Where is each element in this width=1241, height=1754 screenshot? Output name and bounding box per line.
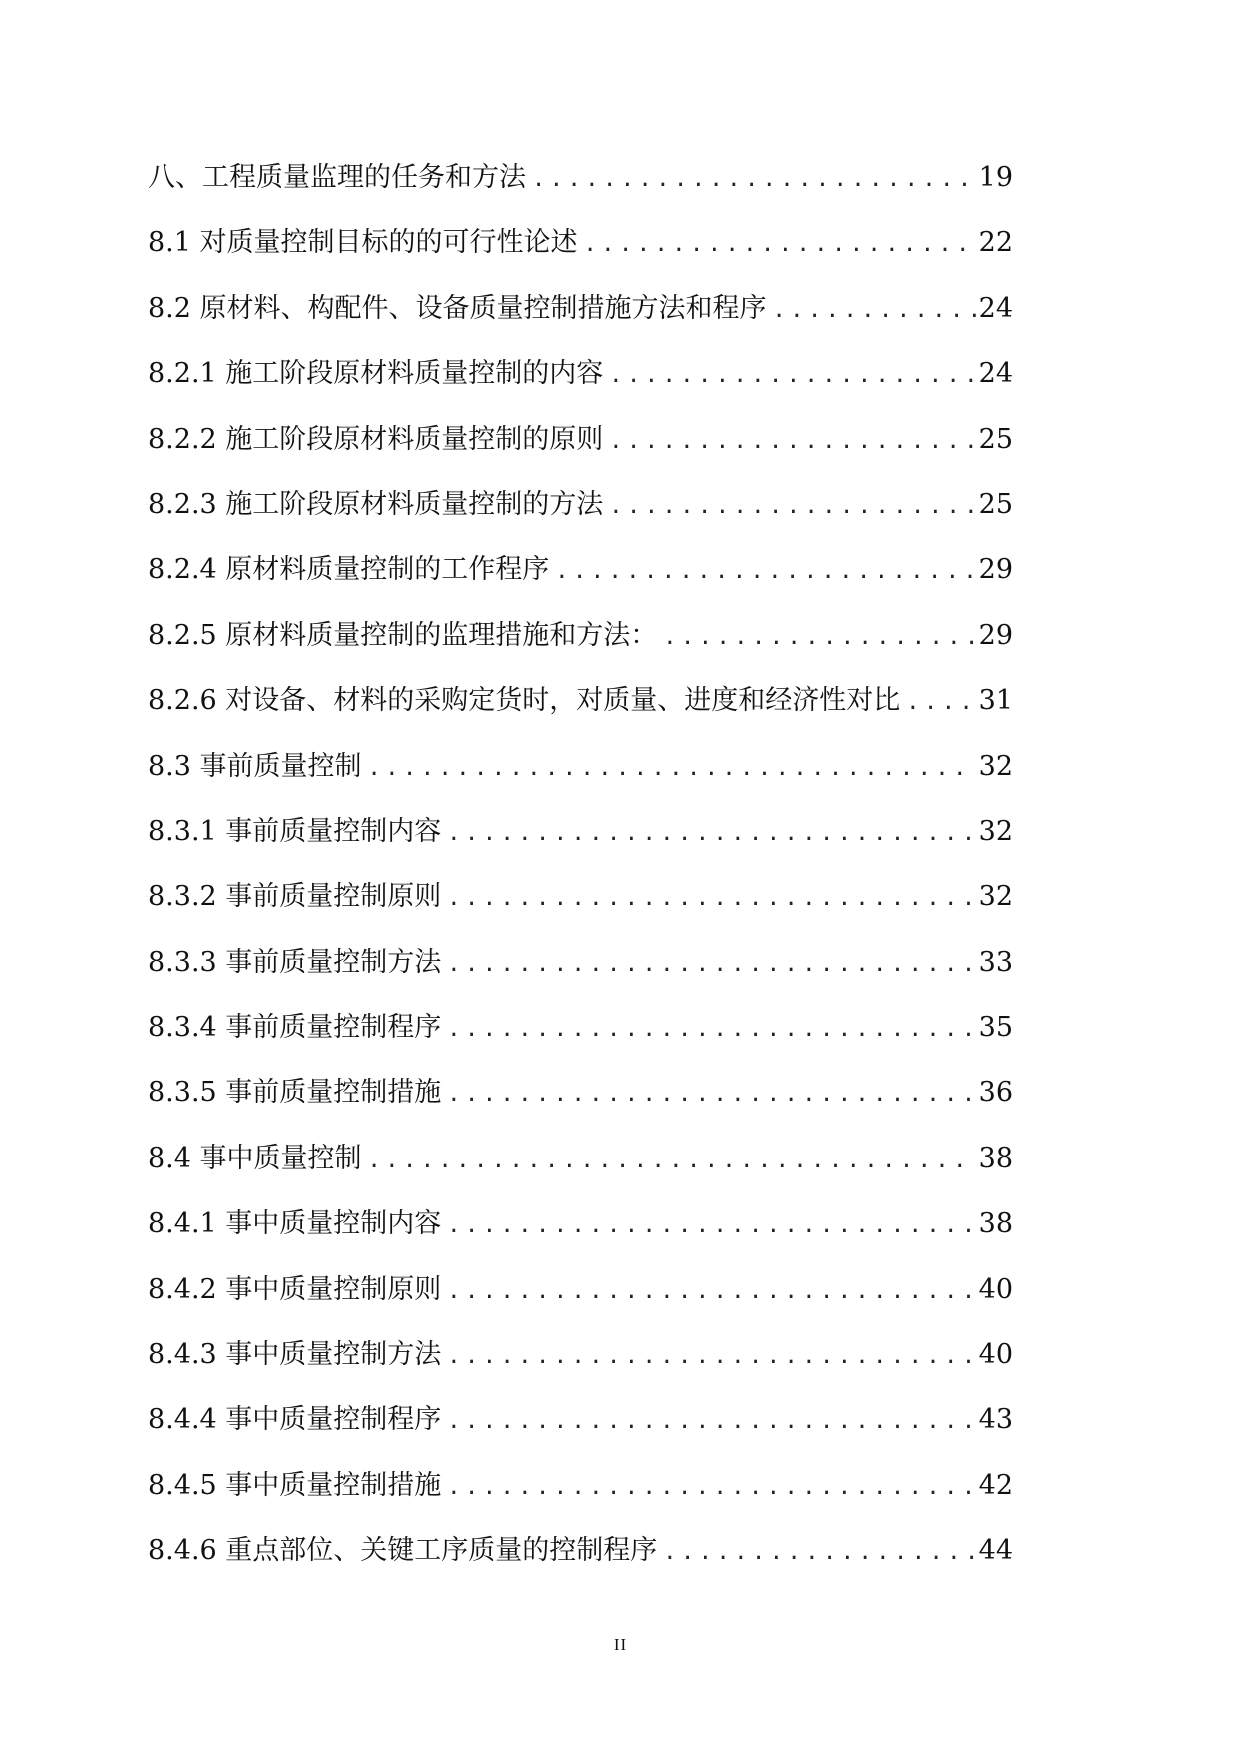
toc-entry-title: 8.2.4 原材料质量控制的工作程序 xyxy=(148,554,550,586)
toc-dot-leader xyxy=(555,548,975,596)
toc-entry[interactable] xyxy=(148,808,1013,873)
toc-entry-page: 33 xyxy=(978,946,1013,978)
toc-entry-page: 24 xyxy=(978,358,1013,390)
toc-entry[interactable] xyxy=(148,1004,1013,1069)
toc-dot-leader xyxy=(906,679,975,727)
toc-entry-page: 40 xyxy=(978,1339,1013,1371)
toc-entry[interactable] xyxy=(148,1266,1013,1331)
toc-dot-leader xyxy=(532,156,976,204)
toc-entry[interactable] xyxy=(148,677,1013,742)
toc-dot-leader xyxy=(447,875,975,923)
toc-dot-leader xyxy=(447,1268,975,1316)
toc-dot-leader xyxy=(447,1202,975,1250)
toc-entry-page: 24 xyxy=(978,292,1013,324)
toc-entry-title: 8.2 原材料、构配件、设备质量控制措施方法和程序 xyxy=(148,292,767,324)
toc-entry-title: 8.3.5 事前质量控制措施 xyxy=(148,1077,442,1109)
toc-entry[interactable] xyxy=(148,1200,1013,1265)
toc-entry-title: 8.4.3 事中质量控制方法 xyxy=(148,1339,442,1371)
toc-dot-leader xyxy=(447,1398,975,1446)
toc-dot-leader xyxy=(368,1137,976,1185)
toc-dot-leader xyxy=(609,352,975,400)
toc-entry-page: 38 xyxy=(978,1142,1013,1174)
toc-entry[interactable] xyxy=(148,546,1013,611)
toc-entry-page: 43 xyxy=(978,1404,1013,1436)
toc-entry-title: 8.2.2 施工阶段原材料质量控制的原则 xyxy=(148,423,604,455)
toc-entry-page: 32 xyxy=(978,750,1013,782)
toc-entry-page: 31 xyxy=(978,685,1013,717)
toc-dot-leader xyxy=(663,1529,975,1577)
toc-entry-page: 38 xyxy=(978,1208,1013,1240)
toc-entry-page: 29 xyxy=(978,554,1013,586)
toc-entry-title: 8.3.2 事前质量控制原则 xyxy=(148,881,442,913)
toc-entry-title: 8.3 事前质量控制 xyxy=(148,750,362,782)
toc-entry-page: 19 xyxy=(978,162,1013,193)
page-number: II xyxy=(613,1635,628,1654)
toc-entry[interactable] xyxy=(148,1135,1013,1200)
toc-entry-title: 8.3.4 事前质量控制程序 xyxy=(148,1012,442,1044)
toc-entry[interactable] xyxy=(148,285,1013,350)
toc-entry[interactable] xyxy=(148,1462,1013,1527)
toc-entry-title: 8.2.6 对设备、材料的采购定货时，对质量、进度和经济性对比 xyxy=(148,685,901,717)
toc-dot-leader xyxy=(368,745,976,793)
toc-entry[interactable] xyxy=(148,873,1013,938)
toc-entry[interactable] xyxy=(148,939,1013,1004)
toc-entry[interactable] xyxy=(148,612,1013,677)
toc-entry-title: 8.3.3 事前质量控制方法 xyxy=(148,946,442,978)
toc-dot-leader xyxy=(447,941,975,989)
toc-entry-page: 22 xyxy=(978,227,1013,259)
toc-entry-title: 8.4.2 事中质量控制原则 xyxy=(148,1273,442,1305)
toc-entry-page: 25 xyxy=(978,423,1013,455)
toc-entry-title: 8.4.5 事中质量控制措施 xyxy=(148,1469,442,1501)
toc-entry-title: 8.4.6 重点部位、关键工序质量的控制程序 xyxy=(148,1535,658,1567)
toc-entry[interactable] xyxy=(148,416,1013,481)
toc-entry-page: 32 xyxy=(978,881,1013,913)
toc-entry-title: 8.2.3 施工阶段原材料质量控制的方法 xyxy=(148,488,604,520)
toc-entry-title: 8.4.4 事中质量控制程序 xyxy=(148,1404,442,1436)
toc-entry-page: 40 xyxy=(978,1273,1013,1305)
toc-dot-leader xyxy=(663,614,975,662)
toc-dot-leader xyxy=(447,1006,975,1054)
toc-entry[interactable] xyxy=(148,154,1013,219)
toc-entry[interactable] xyxy=(148,1396,1013,1461)
toc-entry-title: 8.2.5 原材料质量控制的监理措施和方法： xyxy=(148,619,658,651)
toc-entry-page: 36 xyxy=(978,1077,1013,1109)
toc-entry[interactable] xyxy=(148,1527,1013,1592)
toc-dot-leader xyxy=(609,418,975,466)
toc-entry[interactable] xyxy=(148,1069,1013,1134)
toc-entry-page: 42 xyxy=(978,1469,1013,1501)
toc-entry[interactable] xyxy=(148,350,1013,415)
toc-dot-leader xyxy=(584,221,976,269)
toc-entry-page: 25 xyxy=(978,488,1013,520)
toc-entry[interactable] xyxy=(148,743,1013,808)
toc-dot-leader xyxy=(447,1464,975,1512)
toc-entry[interactable] xyxy=(148,1331,1013,1396)
toc-entry-page: 44 xyxy=(978,1535,1013,1567)
toc-entry[interactable] xyxy=(148,219,1013,284)
toc-dot-leader xyxy=(447,810,975,858)
toc-entry-page: 32 xyxy=(978,815,1013,847)
toc-entry-title: 8.4.1 事中质量控制内容 xyxy=(148,1208,442,1240)
toc-entry[interactable] xyxy=(148,481,1013,546)
toc-entry-title: 8.3.1 事前质量控制内容 xyxy=(148,815,442,847)
table-of-contents xyxy=(148,154,1013,1593)
toc-entry-title: 8.1 对质量控制目标的的可行性论述 xyxy=(148,227,578,259)
toc-dot-leader xyxy=(773,287,976,335)
toc-dot-leader xyxy=(447,1071,975,1119)
toc-entry-page: 35 xyxy=(978,1012,1013,1044)
toc-entry-title: 8.2.1 施工阶段原材料质量控制的内容 xyxy=(148,358,604,390)
toc-entry-title: 八、工程质量监理的任务和方法 xyxy=(148,162,526,193)
toc-entry-page: 29 xyxy=(978,619,1013,651)
toc-dot-leader xyxy=(447,1333,975,1381)
toc-dot-leader xyxy=(609,483,975,531)
toc-entry-title: 8.4 事中质量控制 xyxy=(148,1142,362,1174)
